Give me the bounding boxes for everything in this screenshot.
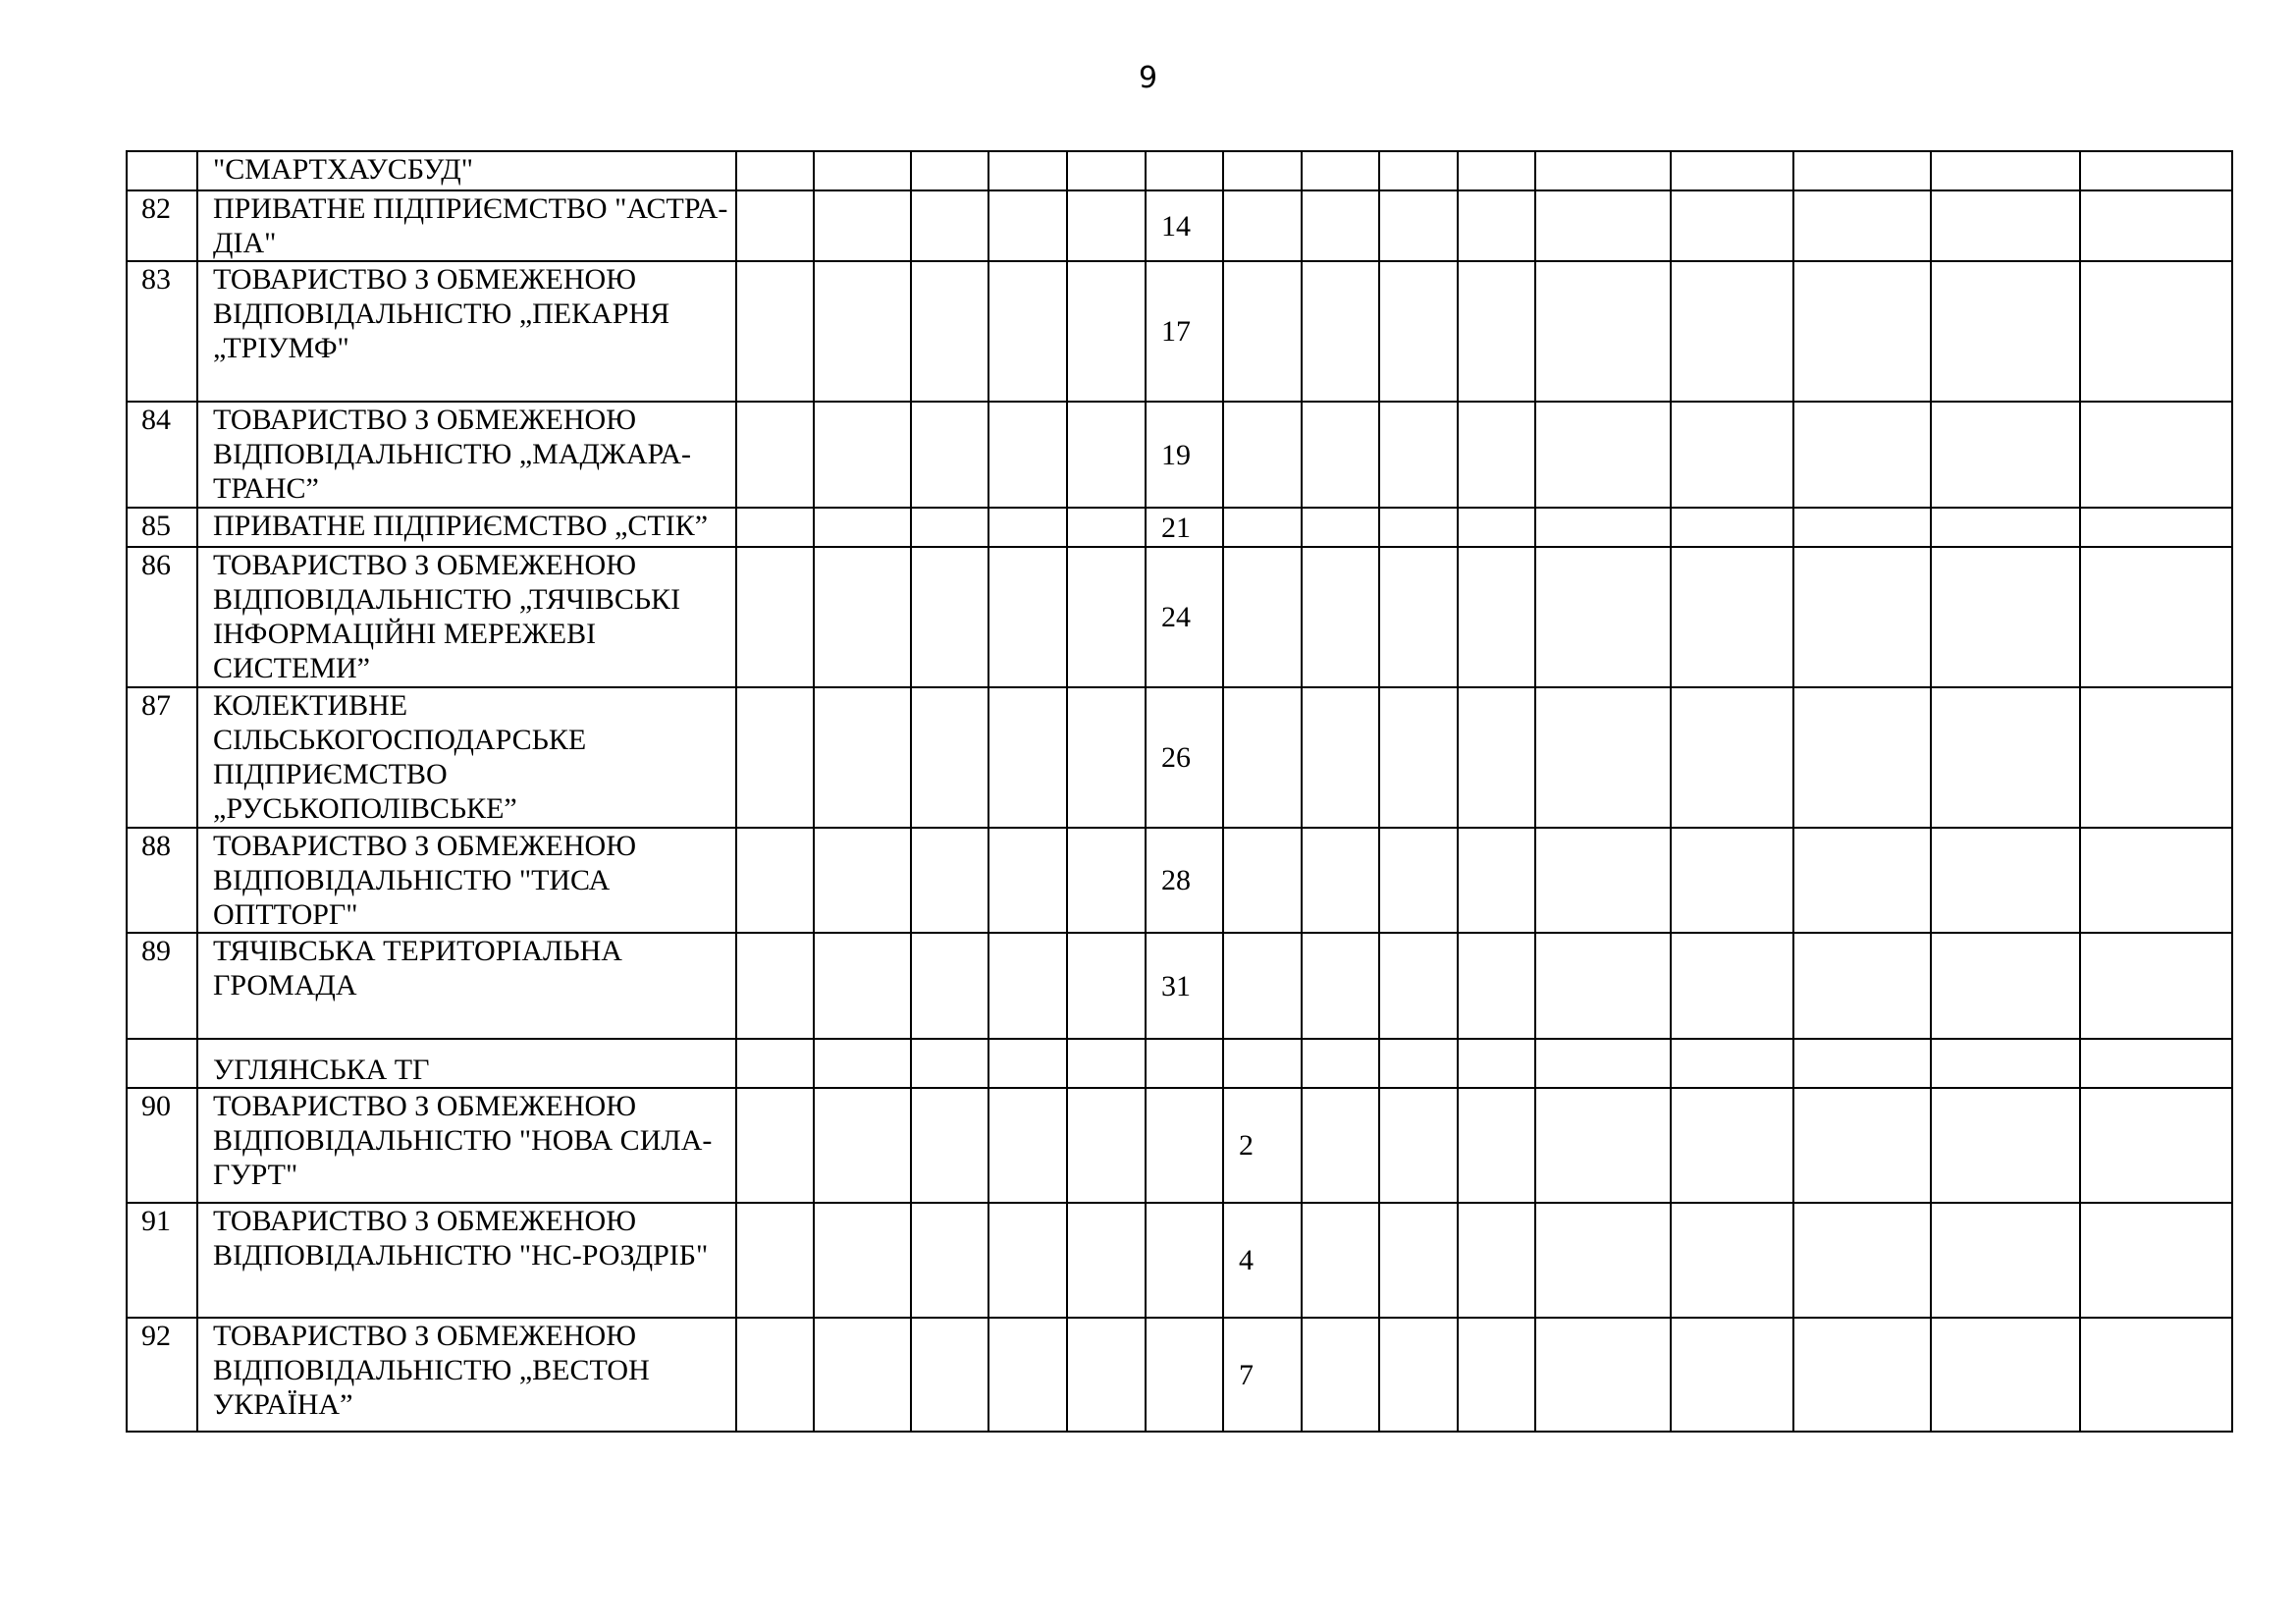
empty-cell [1793, 1203, 1931, 1318]
empty-cell [911, 1318, 988, 1432]
empty-cell [1302, 508, 1379, 547]
empty-cell [1223, 1039, 1302, 1088]
empty-cell [1379, 1039, 1458, 1088]
empty-cell [911, 828, 988, 933]
empty-cell [1931, 1203, 2080, 1318]
organization-name-cell: ТОВАРИСТВО З ОБМЕЖЕНОЮ ВІДПОВІДАЛЬНІСТЮ „МАДЖАРА-ТРАНС” [197, 402, 736, 508]
empty-cell [1067, 1039, 1146, 1088]
empty-cell [1931, 402, 2080, 508]
empty-cell [1671, 828, 1793, 933]
empty-cell [988, 1203, 1067, 1318]
empty-cell [1931, 151, 2080, 190]
empty-cell [1671, 261, 1793, 402]
empty-cell [1458, 508, 1535, 547]
table-row [127, 687, 2232, 828]
empty-cell [2080, 402, 2232, 508]
empty-cell [1458, 402, 1535, 508]
empty-cell [911, 547, 988, 687]
empty-cell [1793, 1318, 1931, 1432]
empty-cell [1931, 828, 2080, 933]
empty-cell [1223, 402, 1302, 508]
table-row [127, 933, 2232, 1039]
empty-cell [1535, 547, 1671, 687]
empty-cell [911, 1088, 988, 1203]
empty-cell [911, 1039, 988, 1088]
empty-cell [1223, 933, 1302, 1039]
organization-name-cell: УГЛЯНСЬКА ТГ [197, 1039, 736, 1088]
empty-cell [1223, 261, 1302, 402]
empty-cell [814, 687, 911, 828]
value-cell: 28 [1146, 828, 1223, 933]
empty-cell [1067, 933, 1146, 1039]
organization-name-cell: "СМАРТХАУСБУД" [197, 151, 736, 190]
empty-cell [814, 190, 911, 261]
row-number-cell: 82 [127, 190, 197, 261]
empty-cell [1535, 1039, 1671, 1088]
empty-cell [1379, 261, 1458, 402]
empty-cell [1931, 687, 2080, 828]
empty-cell [2080, 828, 2232, 933]
empty-cell [1302, 402, 1379, 508]
empty-cell [1458, 1039, 1535, 1088]
empty-cell [988, 547, 1067, 687]
empty-cell [1379, 190, 1458, 261]
empty-cell [814, 1318, 911, 1432]
empty-cell [1302, 261, 1379, 402]
empty-cell [911, 508, 988, 547]
empty-cell [1458, 547, 1535, 687]
row-number-cell: 83 [127, 261, 197, 402]
empty-cell [1379, 1203, 1458, 1318]
empty-cell [1146, 1203, 1223, 1318]
empty-cell [1302, 547, 1379, 687]
empty-cell [1931, 1088, 2080, 1203]
empty-cell [1067, 151, 1146, 190]
empty-cell [1931, 1039, 2080, 1088]
empty-cell [1302, 151, 1379, 190]
empty-cell [1671, 190, 1793, 261]
empty-cell [1302, 1088, 1379, 1203]
empty-cell [736, 933, 814, 1039]
empty-cell [814, 1088, 911, 1203]
empty-cell [1223, 828, 1302, 933]
empty-cell [1793, 1088, 1931, 1203]
empty-cell [814, 261, 911, 402]
empty-cell [1671, 1318, 1793, 1432]
empty-cell [2080, 151, 2232, 190]
value-cell: 19 [1146, 402, 1223, 508]
empty-cell [911, 1203, 988, 1318]
empty-cell [1379, 933, 1458, 1039]
organization-name-cell: ПРИВАТНЕ ПІДПРИЄМСТВО „СТІК” [197, 508, 736, 547]
empty-cell [2080, 687, 2232, 828]
empty-cell [988, 261, 1067, 402]
empty-cell [1931, 190, 2080, 261]
table-row [127, 1088, 2232, 1203]
empty-cell [736, 261, 814, 402]
empty-cell [1931, 1318, 2080, 1432]
empty-cell [1458, 190, 1535, 261]
empty-cell [1671, 508, 1793, 547]
empty-cell [1535, 1088, 1671, 1203]
value-cell: 7 [1223, 1318, 1302, 1432]
empty-cell [2080, 1318, 2232, 1432]
empty-cell [1535, 828, 1671, 933]
empty-cell [1671, 1088, 1793, 1203]
empty-cell [1931, 933, 2080, 1039]
empty-cell [814, 1203, 911, 1318]
empty-cell [1067, 508, 1146, 547]
empty-cell [2080, 508, 2232, 547]
empty-cell [736, 508, 814, 547]
empty-cell [1223, 508, 1302, 547]
empty-cell [1931, 508, 2080, 547]
empty-cell [2080, 547, 2232, 687]
empty-cell [988, 687, 1067, 828]
empty-cell [1671, 402, 1793, 508]
organization-name-cell: ТОВАРИСТВО З ОБМЕЖЕНОЮ ВІДПОВІДАЛЬНІСТЮ „ПЕКАРНЯ „ТРІУМФ" [197, 261, 736, 402]
row-number-cell: 84 [127, 402, 197, 508]
value-cell: 26 [1146, 687, 1223, 828]
empty-cell [2080, 1088, 2232, 1203]
empty-cell [988, 402, 1067, 508]
empty-cell [1671, 687, 1793, 828]
empty-cell [1535, 1318, 1671, 1432]
empty-cell [814, 402, 911, 508]
empty-cell [1379, 508, 1458, 547]
empty-cell [988, 828, 1067, 933]
empty-cell [911, 151, 988, 190]
empty-cell [1931, 261, 2080, 402]
empty-cell [736, 151, 814, 190]
empty-cell [911, 687, 988, 828]
row-number-cell: 92 [127, 1318, 197, 1432]
empty-cell [1535, 402, 1671, 508]
empty-cell [1671, 151, 1793, 190]
empty-cell [1793, 828, 1931, 933]
empty-cell [1067, 687, 1146, 828]
empty-cell [1379, 151, 1458, 190]
empty-cell [911, 190, 988, 261]
empty-cell [1535, 190, 1671, 261]
empty-cell [814, 508, 911, 547]
empty-cell [988, 933, 1067, 1039]
row-number-cell: 91 [127, 1203, 197, 1318]
empty-cell [2080, 190, 2232, 261]
empty-cell [1223, 190, 1302, 261]
organization-name-cell: ТОВАРИСТВО З ОБМЕЖЕНОЮ ВІДПОВІДАЛЬНІСТЮ "НОВА СИЛА-ГУРТ" [197, 1088, 736, 1203]
empty-cell [2080, 261, 2232, 402]
empty-cell [1302, 190, 1379, 261]
empty-cell [1302, 1039, 1379, 1088]
empty-cell [1458, 1318, 1535, 1432]
empty-cell [1302, 687, 1379, 828]
empty-cell [1458, 828, 1535, 933]
empty-cell [736, 687, 814, 828]
empty-cell [1671, 933, 1793, 1039]
row-number-cell: 85 [127, 508, 197, 547]
row-number-cell [127, 1039, 197, 1088]
empty-cell [1067, 402, 1146, 508]
empty-cell [1793, 508, 1931, 547]
value-cell: 2 [1223, 1088, 1302, 1203]
value-cell: 17 [1146, 261, 1223, 402]
empty-cell [988, 151, 1067, 190]
table-body [127, 151, 2232, 1432]
empty-cell [1379, 1088, 1458, 1203]
table-row [127, 547, 2232, 687]
row-number-cell: 87 [127, 687, 197, 828]
empty-cell [1671, 1203, 1793, 1318]
empty-cell [1067, 1088, 1146, 1203]
empty-cell [736, 402, 814, 508]
empty-cell [1793, 687, 1931, 828]
organization-name-cell: ТЯЧІВСЬКА ТЕРИТОРІАЛЬНА ГРОМАДА [197, 933, 736, 1039]
empty-cell [1535, 261, 1671, 402]
empty-cell [1458, 687, 1535, 828]
empty-cell [1146, 151, 1223, 190]
empty-cell [1458, 151, 1535, 190]
empty-cell [1535, 1203, 1671, 1318]
empty-cell [1458, 261, 1535, 402]
empty-cell [736, 190, 814, 261]
value-cell: 21 [1146, 508, 1223, 547]
organization-name-cell: КОЛЕКТИВНЕ СІЛЬСЬКОГОСПОДАРСЬКЕ ПІДПРИЄМСТВО „РУСЬКОПОЛІВСЬКЕ” [197, 687, 736, 828]
empty-cell [1458, 933, 1535, 1039]
empty-cell [1067, 1203, 1146, 1318]
empty-cell [1793, 190, 1931, 261]
empty-cell [1302, 933, 1379, 1039]
empty-cell [988, 508, 1067, 547]
row-number-cell: 89 [127, 933, 197, 1039]
empty-cell [736, 547, 814, 687]
organization-name-cell: ТОВАРИСТВО З ОБМЕЖЕНОЮ ВІДПОВІДАЛЬНІСТЮ "ТИСА ОПТТОРГ" [197, 828, 736, 933]
empty-cell [1223, 151, 1302, 190]
empty-cell [1535, 151, 1671, 190]
empty-cell [1535, 687, 1671, 828]
empty-cell [814, 151, 911, 190]
table-row [127, 261, 2232, 402]
empty-cell [736, 828, 814, 933]
empty-cell [988, 1088, 1067, 1203]
empty-cell [988, 190, 1067, 261]
empty-cell [1793, 151, 1931, 190]
empty-cell [736, 1088, 814, 1203]
row-number-cell: 90 [127, 1088, 197, 1203]
empty-cell [1067, 1318, 1146, 1432]
organization-name-cell: ТОВАРИСТВО З ОБМЕЖЕНОЮ ВІДПОВІДАЛЬНІСТЮ „ТЯЧІВСЬКІ ІНФОРМАЦІЙНІ МЕРЕЖЕВІ СИСТЕМИ” [197, 547, 736, 687]
table-row [127, 190, 2232, 261]
value-cell: 24 [1146, 547, 1223, 687]
row-number-cell: 86 [127, 547, 197, 687]
empty-cell [1379, 828, 1458, 933]
empty-cell [1793, 402, 1931, 508]
empty-cell [1146, 1039, 1223, 1088]
table-row [127, 508, 2232, 547]
empty-cell [2080, 933, 2232, 1039]
organization-name-cell: ТОВАРИСТВО З ОБМЕЖЕНОЮ ВІДПОВІДАЛЬНІСТЮ „ВЕСТОН УКРАЇНА” [197, 1318, 736, 1432]
empty-cell [1931, 547, 2080, 687]
empty-cell [1671, 1039, 1793, 1088]
empty-cell [1067, 547, 1146, 687]
empty-cell [736, 1203, 814, 1318]
empty-cell [1793, 933, 1931, 1039]
empty-cell [814, 547, 911, 687]
empty-cell [1223, 687, 1302, 828]
value-cell: 14 [1146, 190, 1223, 261]
empty-cell [988, 1039, 1067, 1088]
empty-cell [1302, 1318, 1379, 1432]
empty-cell [2080, 1039, 2232, 1088]
empty-cell [1379, 1318, 1458, 1432]
value-cell: 4 [1223, 1203, 1302, 1318]
empty-cell [814, 1039, 911, 1088]
empty-cell [1146, 1088, 1223, 1203]
value-cell: 31 [1146, 933, 1223, 1039]
empty-cell [736, 1318, 814, 1432]
empty-cell [1793, 1039, 1931, 1088]
empty-cell [1379, 687, 1458, 828]
empty-cell [814, 828, 911, 933]
table-row [127, 1318, 2232, 1432]
table-row [127, 151, 2232, 190]
empty-cell [1535, 508, 1671, 547]
empty-cell [1535, 933, 1671, 1039]
row-number-cell: 88 [127, 828, 197, 933]
empty-cell [1793, 547, 1931, 687]
empty-cell [988, 1318, 1067, 1432]
row-number-cell [127, 151, 197, 190]
empty-cell [1302, 828, 1379, 933]
empty-cell [1458, 1088, 1535, 1203]
empty-cell [1671, 547, 1793, 687]
empty-cell [1067, 828, 1146, 933]
empty-cell [2080, 1203, 2232, 1318]
empty-cell [1067, 190, 1146, 261]
data-table [126, 150, 2233, 1433]
empty-cell [814, 933, 911, 1039]
empty-cell [911, 261, 988, 402]
organization-name-cell: ПРИВАТНЕ ПІДПРИЄМСТВО "АСТРА-ДІА" [197, 190, 736, 261]
table-row [127, 828, 2232, 933]
page-number: 9 [1138, 61, 1158, 95]
table-row [127, 1039, 2232, 1088]
empty-cell [1458, 1203, 1535, 1318]
empty-cell [1067, 261, 1146, 402]
empty-cell [1223, 547, 1302, 687]
empty-cell [736, 1039, 814, 1088]
empty-cell [911, 933, 988, 1039]
table-row [127, 1203, 2232, 1318]
empty-cell [1379, 547, 1458, 687]
empty-cell [911, 402, 988, 508]
empty-cell [1793, 261, 1931, 402]
table-row [127, 402, 2232, 508]
organization-name-cell: ТОВАРИСТВО З ОБМЕЖЕНОЮ ВІДПОВІДАЛЬНІСТЮ "НС-РОЗДРІБ" [197, 1203, 736, 1318]
empty-cell [1379, 402, 1458, 508]
empty-cell [1146, 1318, 1223, 1432]
empty-cell [1302, 1203, 1379, 1318]
